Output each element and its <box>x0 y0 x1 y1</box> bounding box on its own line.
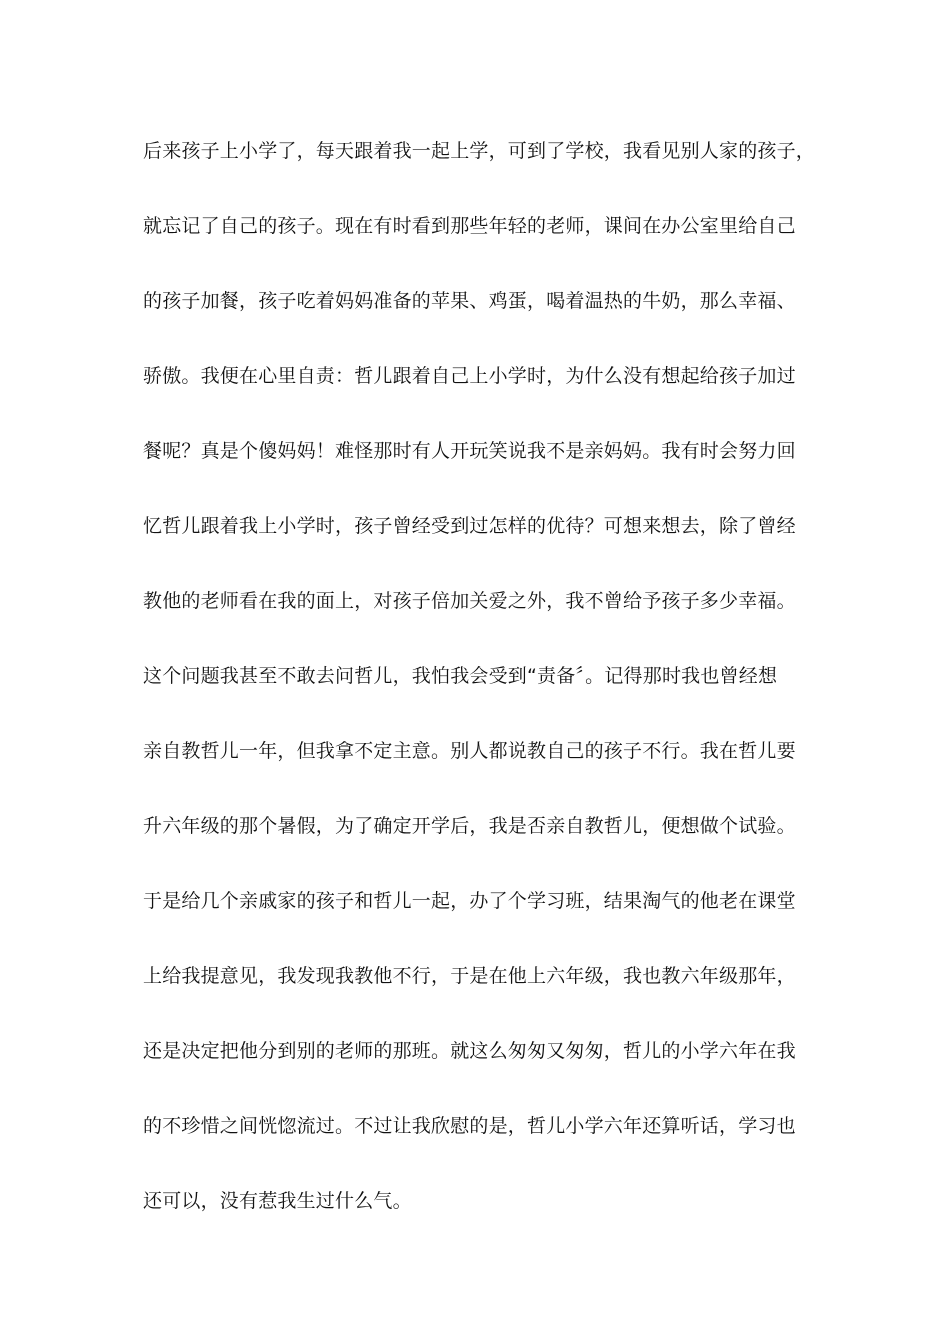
text-line: 这个问题我甚至不敢去问哲儿，我怕我会受到“责备〞。记得那时我也曾经想 <box>143 665 778 687</box>
text-line: 升六年级的那个暑假，为了确定开学后，我是否亲自教哲儿，便想做个试验。 <box>143 815 796 837</box>
text-line: 于是给几个亲戚家的孩子和哲儿一起，办了个学习班，结果淘气的他老在课堂 <box>143 890 796 912</box>
body-paragraph <box>143 131 823 1256</box>
text-line: 餐呢？真是个傻妈妈！难怪那时有人开玩笑说我不是亲妈妈。我有时会努力回 <box>143 440 796 462</box>
text-line: 忆哲儿跟着我上小学时，孩子曾经受到过怎样的优待？可想来想去，除了曾经 <box>143 515 796 537</box>
text-line: 教他的老师看在我的面上，对孩子倍加关爱之外，我不曾给予孩子多少幸福。 <box>143 590 796 612</box>
text-line: 还是决定把他分到别的老师的那班。就这么匆匆又匆匆，哲儿的小学六年在我 <box>143 1040 796 1062</box>
text-line: 后来孩子上小学了，每天跟着我一起上学，可到了学校，我看见别人家的孩子， <box>143 140 816 162</box>
text-line: 上给我提意见，我发现我教他不行，于是在他上六年级，我也教六年级那年， <box>143 965 796 987</box>
text-line: 的孩子加餐，孩子吃着妈妈准备的苹果、鸡蛋，喝着温热的牛奶，那么幸福、 <box>143 290 796 312</box>
text-line: 就忘记了自己的孩子。现在有时看到那些年轻的老师，课间在办公室里给自己 <box>143 215 796 237</box>
text-line: 骄傲。我便在心里自责：哲儿跟着自己上小学时，为什么没有想起给孩子加过 <box>143 365 796 387</box>
text-line: 亲自教哲儿一年，但我拿不定主意。别人都说教自己的孩子不行。我在哲儿要 <box>143 740 796 762</box>
text-line: 的不珍惜之间恍惚流过。不过让我欣慰的是，哲儿小学六年还算听话，学习也 <box>143 1115 796 1137</box>
text-line: 还可以，没有惹我生过什么气。 <box>143 1190 412 1212</box>
